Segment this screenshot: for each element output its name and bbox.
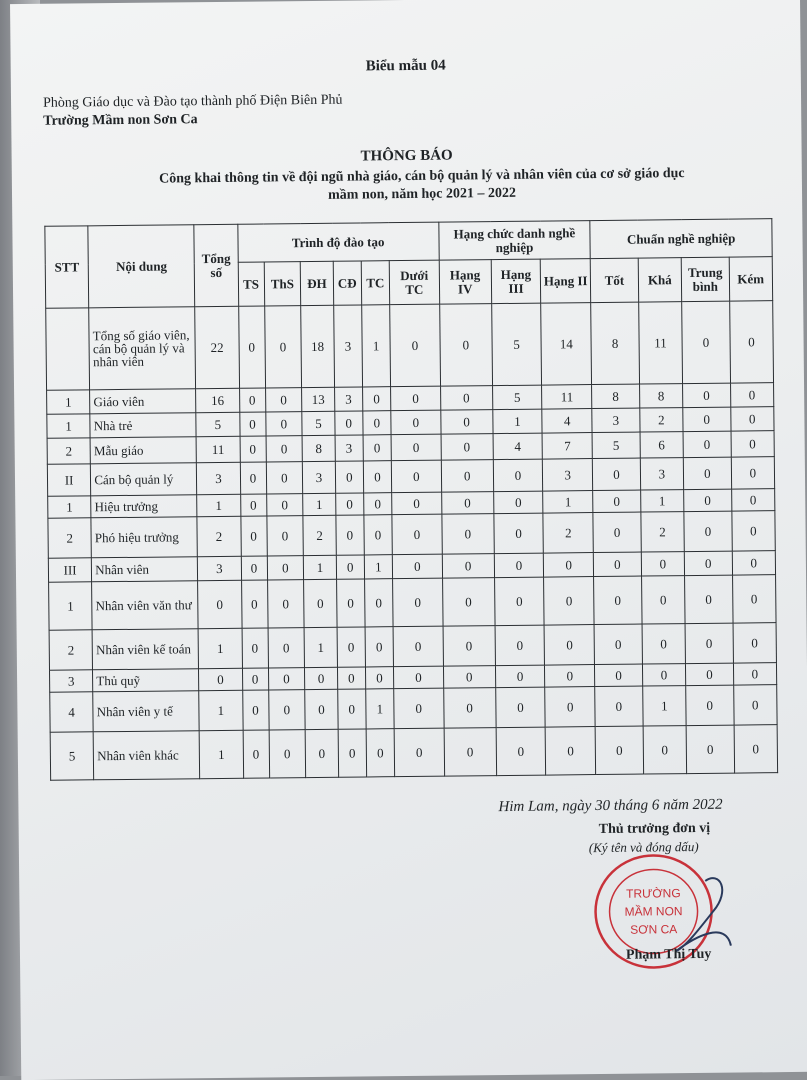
row-value: 0 [442,514,494,555]
row-value: 0 [264,306,302,388]
subheader-cell: Hạng IV [439,260,491,305]
row-value: 0 [336,555,364,579]
row-value: 0 [734,725,778,773]
row-stt: 2 [49,630,93,670]
row-value: 0 [268,690,305,730]
row-value: 0 [730,407,774,431]
subheader-cell: Trung bình [681,257,729,301]
row-stt: 1 [48,496,91,518]
row-content: Nhà trẻ [90,413,196,438]
row-value: 1 [303,493,336,515]
row-value: 0 [443,666,495,689]
row-value: 0 [241,580,267,628]
subheader-cell: TS [238,262,264,306]
row-value: 0 [594,624,642,664]
row-value: 11 [196,436,240,462]
row-value: 0 [595,686,643,726]
row-value: 0 [242,668,268,690]
row-value: 3 [592,408,640,432]
row-stt: 1 [49,582,93,630]
row-content: Nhân viên kế toán [92,629,198,670]
row-value: 3 [335,435,363,461]
row-value: 0 [394,728,444,777]
row-value: 16 [196,388,240,412]
row-value: 1 [642,686,686,726]
row-value: 0 [305,667,338,689]
row-value: 0 [593,490,641,512]
row-value: 0 [265,412,302,436]
row-value: 1 [543,491,593,514]
row-content: Phó hiệu trưởng [91,517,197,558]
signatory-name: Phạm Thị Tuy [625,946,712,963]
row-value: 1 [304,627,337,667]
row-value: 0 [304,579,337,627]
row-value: 1 [304,555,337,579]
row-value: 1 [362,305,391,387]
row-value: 0 [444,728,496,777]
row-value: 0 [732,575,776,623]
row-value: 0 [442,578,494,627]
row-stt: 3 [49,670,92,692]
row-value: 0 [364,515,393,555]
row-value: 0 [731,511,775,551]
row-value: 0 [682,301,730,383]
row-value: 0 [731,489,775,511]
row-value: 1 [198,628,242,668]
row-value: 0 [363,461,391,493]
row-value: 0 [729,301,773,383]
row-value: 0 [239,388,265,412]
row-stt: III [48,558,92,582]
row-value: 0 [336,579,365,627]
row-value: 0 [366,729,395,777]
row-value: 3 [333,305,362,387]
row-value: 1 [364,555,392,579]
row-value: 5 [302,411,335,435]
row-value: 0 [593,552,641,576]
subheader-cell: ThS [264,262,301,306]
row-value: 0 [390,304,441,387]
row-value: 0 [364,579,393,627]
row-content: Hiệu trưởng [91,495,197,518]
row-value: 0 [685,663,733,685]
row-value: 0 [685,623,733,663]
row-value: 0 [642,624,686,664]
header-content: Nội dung [88,225,195,308]
row-value: 0 [199,668,242,690]
row-content: Nhân viên khác [93,731,200,780]
row-value: 0 [496,727,546,776]
row-value: 8 [639,384,683,408]
document-page [10,0,807,1080]
row-value: 0 [495,625,545,666]
subheader-cell: Tốt [590,258,638,302]
stamp-line-2: MẦM NON [624,904,683,919]
row-stt: 4 [50,692,94,732]
header-stt: STT [45,226,89,308]
row-value: 0 [731,457,775,489]
row-value: 1 [197,494,240,516]
row-value: 13 [302,387,335,411]
row-value: 0 [391,386,441,411]
row-stt: 2 [47,438,91,464]
row-value: 0 [305,689,338,729]
row-value: 0 [305,729,338,777]
row-value: 3 [640,458,684,490]
table-row [46,301,774,391]
row-value: 0 [546,727,596,776]
row-value: 3 [543,459,593,492]
row-value: 0 [265,388,302,412]
row-value: 1 [199,730,243,778]
row-value: 0 [443,688,495,729]
row-value: 0 [335,411,363,435]
row-value: 2 [641,512,685,552]
stamp-line-1: TRƯỜNG [626,886,681,901]
row-value: 0 [365,667,393,689]
row-value: 0 [545,665,595,688]
row-value: 0 [441,460,493,493]
notice-title: THÔNG BÁO [360,147,453,165]
row-value: 0 [269,730,306,778]
row-value: 11 [542,385,592,410]
row-value: 3 [303,461,336,493]
row-value: 18 [301,305,334,387]
row-stt [46,308,90,390]
table-row [49,575,776,631]
row-stt: 1 [47,414,91,438]
row-value: 0 [441,434,493,461]
row-value: 0 [393,626,443,667]
row-value: 0 [242,690,268,730]
row-value: 0 [335,493,363,515]
row-value: 22 [195,306,239,388]
row-value: 0 [595,664,643,686]
row-value: 0 [393,666,443,689]
row-value: 0 [267,580,304,628]
row-value: 0 [268,668,305,690]
row-value: 7 [542,433,592,460]
row-value: 0 [544,553,594,578]
row-value: 0 [643,726,687,774]
row-value: 5 [592,432,640,458]
row-stt: 5 [50,732,94,780]
row-value: 0 [683,457,731,489]
notice-subtitle-line-2: mầm non, năm học 2021 – 2022 [328,185,517,203]
row-content: Nhân viên [92,557,198,582]
row-value: 8 [591,302,639,384]
row-value: 0 [394,688,444,729]
subheader-cell: Dưới TC [389,260,439,305]
row-value: 11 [638,302,682,384]
row-value: 0 [733,663,777,685]
row-value: 0 [730,383,774,407]
row-value: 0 [391,434,441,461]
row-value: 1 [492,409,542,434]
row-value: 0 [238,306,265,388]
row-value: 8 [302,435,335,461]
row-content: Nhân viên y tế [93,691,199,732]
row-value: 0 [686,685,734,725]
subheader-cell: Hạng III [491,259,541,304]
row-value: 0 [337,689,366,729]
row-content: Nhân viên văn thư [92,581,199,630]
table-body [46,301,778,781]
row-stt: II [47,464,91,496]
row-value: 0 [592,458,640,490]
row-value: 2 [197,516,241,556]
row-value: 0 [241,556,267,580]
row-value: 0 [441,492,493,515]
row-value: 0 [732,551,776,575]
row-value: 1 [366,689,395,729]
row-value: 0 [594,576,642,624]
row-value: 5 [196,412,240,436]
subheader-cell: Khá [638,258,682,302]
form-id: Biểu mẫu 04 [365,57,446,75]
row-value: 0 [240,516,266,556]
staff-table [44,218,778,781]
row-value: 0 [363,411,391,435]
row-value: 0 [365,627,394,667]
school-name: Trường Mầm non Sơn Ca [43,112,198,129]
row-value: 0 [441,410,493,435]
subheader-cell: Kém [729,257,773,301]
row-value: 0 [240,494,266,516]
row-value: 0 [544,577,594,626]
row-value: 0 [439,304,492,387]
row-value: 0 [733,623,777,663]
row-value: 0 [392,554,442,579]
row-value: 2 [543,513,593,554]
row-value: 0 [683,431,731,457]
row-value: 1 [199,690,243,730]
row-value: 0 [243,730,269,778]
row-value: 0 [267,556,304,580]
signature-note: (Ký tên và đóng dấu) [588,838,699,856]
row-value: 0 [684,551,732,575]
row-value: 0 [683,383,731,407]
row-value: 0 [239,412,265,436]
row-value: 4 [542,409,592,434]
row-value: 2 [640,408,684,432]
row-value: 0 [266,494,303,516]
row-value: 0 [733,685,777,725]
header-rank: Hạng chức danh nghề nghiệp [439,221,591,261]
row-content: Giáo viên [90,389,196,414]
row-value: 0 [335,461,363,493]
row-value: 0 [240,436,266,462]
row-value: 3 [334,387,362,411]
row-value: 0 [337,627,366,667]
row-value: 0 [731,431,775,457]
row-content: Thủ quỹ [93,669,199,692]
row-value: 0 [268,628,305,668]
row-value: 0 [392,514,442,555]
stamp-line-3: SƠN CA [630,922,678,937]
row-content: Cán bộ quản lý [91,463,197,496]
table-row [50,725,777,781]
row-value: 0 [642,664,685,686]
row-content: Tổng số giáo viên, cán bộ quản lý và nhân viên [89,307,196,390]
row-value: 0 [494,553,544,578]
row-value: 1 [640,490,683,512]
row-value: 0 [442,554,494,579]
row-value: 0 [493,459,543,492]
row-value: 0 [495,687,545,728]
row-value: 0 [641,576,685,624]
signature-date: Him Lam, ngày 30 tháng 6 năm 2022 [498,796,723,816]
row-value: 0 [266,462,303,494]
row-value: 0 [684,489,732,511]
row-value: 0 [266,516,303,556]
row-value: 0 [494,513,544,554]
row-value: 5 [492,385,542,410]
subheader-cell: CĐ [333,261,362,305]
row-value: 0 [595,726,643,774]
row-value: 0 [336,515,365,555]
subheader-cell: Hạng II [541,259,591,304]
row-value: 0 [391,460,441,493]
row-value: 14 [541,303,592,386]
row-value: 0 [684,511,732,551]
row-value: 0 [440,386,492,411]
row-value: 0 [242,628,268,668]
subheader-cell: ĐH [300,261,333,305]
row-value: 0 [364,493,392,515]
row-value: 0 [544,625,594,666]
row-value: 6 [640,432,684,458]
row-value: 0 [363,435,391,461]
row-value: 0 [266,436,303,462]
header-training: Trình độ đào tạo [237,222,439,262]
row-content: Mẫu giáo [90,437,196,464]
subheader-cell: TC [361,261,390,305]
row-value: 0 [495,665,545,688]
row-value: 0 [685,575,733,623]
row-value: 0 [443,626,495,667]
row-stt: 2 [48,518,92,558]
notice-subtitle [82,164,762,207]
row-value: 0 [686,725,734,773]
row-value: 4 [493,433,543,460]
row-value: 0 [362,387,390,411]
row-value: 0 [593,512,641,552]
row-value: 0 [240,462,266,494]
row-value: 0 [641,552,685,576]
header-total: Tổng số [194,224,238,306]
row-value: 5 [491,303,542,386]
row-value: 0 [494,577,544,626]
row-stt: 1 [47,390,91,414]
row-value: 0 [393,578,443,627]
row-value: 0 [392,492,442,515]
signature-title: Thủ trưởng đơn vị [598,820,711,838]
row-value: 0 [683,407,731,431]
row-value: 0 [338,729,367,777]
row-value: 0 [391,410,441,435]
row-value: 0 [337,667,365,689]
department-name: Phòng Giáo dục và Đào tạo thành phố Điện Biên Phủ [42,92,343,111]
row-value: 0 [545,687,595,728]
row-value: 3 [197,462,241,494]
row-value: 2 [303,515,336,555]
row-value: 0 [493,491,543,514]
row-value: 0 [198,580,242,628]
row-value: 3 [198,556,242,580]
notice-subtitle-line-1: Công khai thông tin về đội ngũ nhà giáo, cán bộ quản lý và nhân viên của cơ sở giáo dục [159,166,685,187]
row-value: 8 [592,384,640,408]
header-standard: Chuẩn nghề nghiệp [590,219,772,259]
